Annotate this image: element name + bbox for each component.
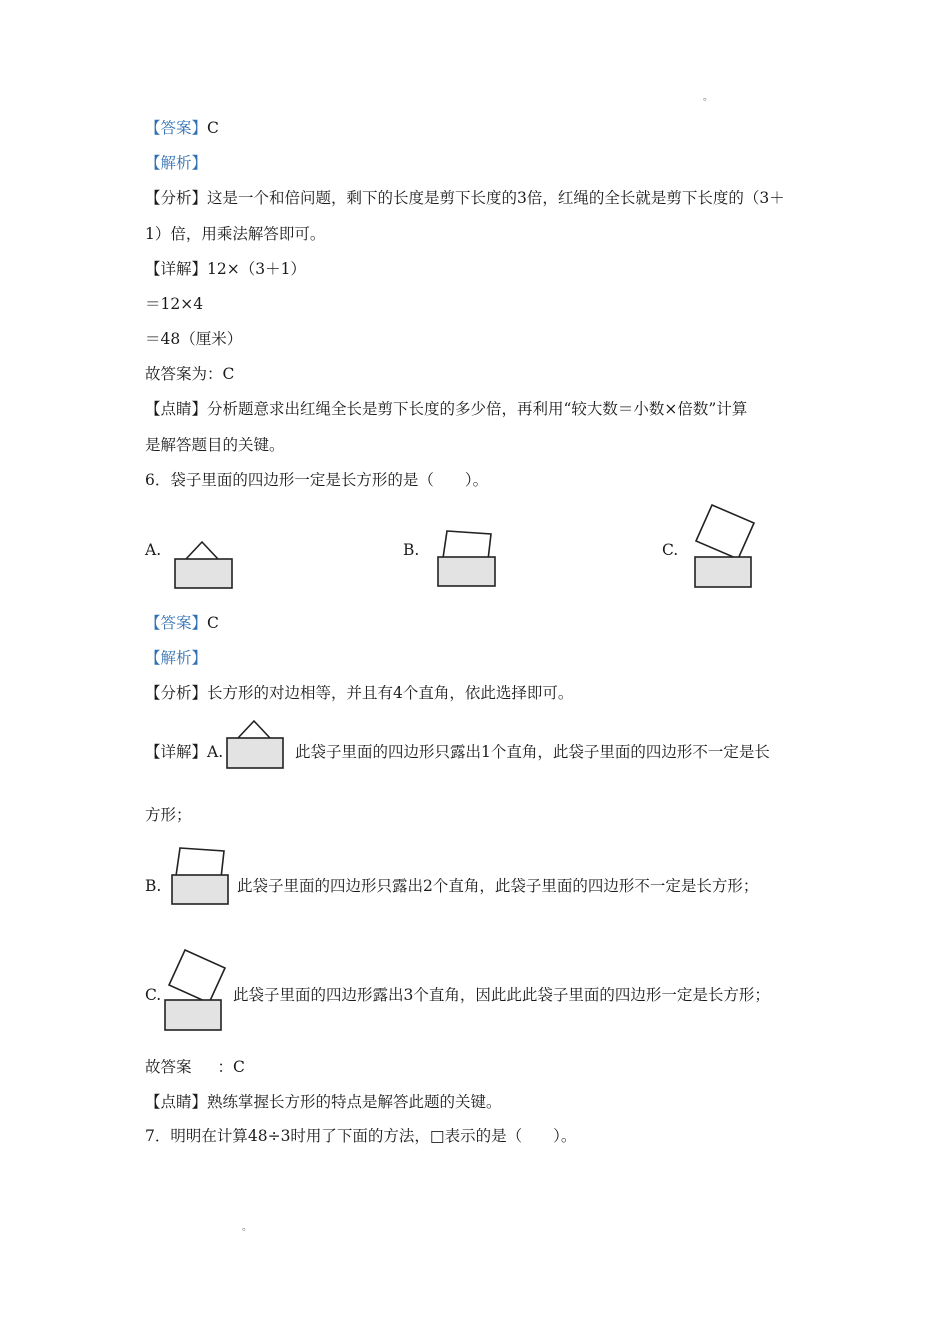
q5-xiangjie-line3: ＝48（厘米） <box>145 330 243 348</box>
q5-analysis-tag: 【解析】 <box>145 154 208 172</box>
final-part1: 故答案 <box>145 1058 192 1076</box>
option-a-label: A. <box>145 541 162 559</box>
bag-rect <box>165 1000 221 1030</box>
q6-xiangjie-b-prefix: B. <box>145 877 162 895</box>
q6-fenxi: 【分析】长方形的对边相等，并且有4个直角，依此选择即可。 <box>145 684 574 702</box>
quad-peek <box>443 531 491 560</box>
q5-fenxi-line2: 1）倍，用乘法解答即可。 <box>145 225 326 243</box>
answer-value: C <box>207 614 219 632</box>
bag-rect <box>227 738 283 768</box>
q5-answer-line <box>145 118 219 138</box>
bag-rect <box>172 875 228 904</box>
q6-xiangjie-a-cont: 方形； <box>145 806 192 824</box>
option-c-label: C. <box>662 541 679 559</box>
triangle-peek <box>238 721 270 738</box>
q6-xiangjie-c-prefix: C. <box>145 986 162 1004</box>
bag-rect <box>438 557 495 586</box>
detail-a-figure <box>222 718 290 772</box>
final-part2: ：C <box>217 1058 245 1076</box>
quad-peek <box>176 848 224 878</box>
detail-c-figure <box>161 948 231 1034</box>
q6-question: 6．袋子里面的四边形一定是长方形的是（ ）。 <box>145 471 489 489</box>
option-c-figure <box>690 503 760 591</box>
rect-peek <box>169 950 225 1003</box>
q5-fenxi-line1: 【分析】这是一个和倍问题，剩下的长度是剪下长度的3倍，红绳的全长就是剪下长度的（3＋ <box>145 189 785 207</box>
q6-xiangjie-a-text: 此袋子里面的四边形只露出1个直角，此袋子里面的四边形不一定是长 <box>295 743 770 761</box>
triangle-peek <box>186 542 218 559</box>
option-b-figure <box>433 528 501 590</box>
q5-final: 故答案为：C <box>145 365 235 383</box>
q6-xiangjie-prefix: 【详解】A. <box>145 743 224 761</box>
q7-question: 7．明明在计算48÷3时用了下面的方法，□表示的是（ ）。 <box>145 1127 577 1145</box>
option-a-figure <box>170 538 238 592</box>
bottom-mark: 。 <box>242 1222 252 1233</box>
bag-rect <box>175 559 232 588</box>
q5-xiangjie-line1: 【详解】12×（3＋1） <box>145 260 306 278</box>
q6-xiangjie-b-text: 此袋子里面的四边形只露出2个直角，此袋子里面的四边形不一定是长方形； <box>237 877 759 895</box>
q6-dianjing: 【点睛】熟练掌握长方形的特点是解答此题的关键。 <box>145 1093 502 1111</box>
answer-tag: 【答案】 <box>145 614 208 632</box>
bag-rect <box>695 557 751 587</box>
answer-tag: 【答案】 <box>145 119 208 137</box>
answer-value: C <box>207 119 219 137</box>
q5-dianjing-line1: 【点睛】分析题意求出红绳全长是剪下长度的多少倍，再利用“较大数＝小数×倍数”计算 <box>145 400 748 418</box>
q6-answer-line <box>145 613 219 633</box>
option-b-label: B. <box>403 541 420 559</box>
q6-analysis-tag: 【解析】 <box>145 649 208 667</box>
top-mark: 。 <box>703 92 713 103</box>
q5-dianjing-line2: 是解答题目的关键。 <box>145 436 285 454</box>
q5-xiangjie-line2: ＝12×4 <box>145 295 204 313</box>
detail-b-figure <box>167 845 235 907</box>
q6-final-line <box>145 1057 245 1077</box>
q6-xiangjie-c-text: 此袋子里面的四边形露出3个直角，因此此此袋子里面的四边形一定是长方形； <box>233 986 770 1004</box>
rect-peek <box>696 505 754 559</box>
